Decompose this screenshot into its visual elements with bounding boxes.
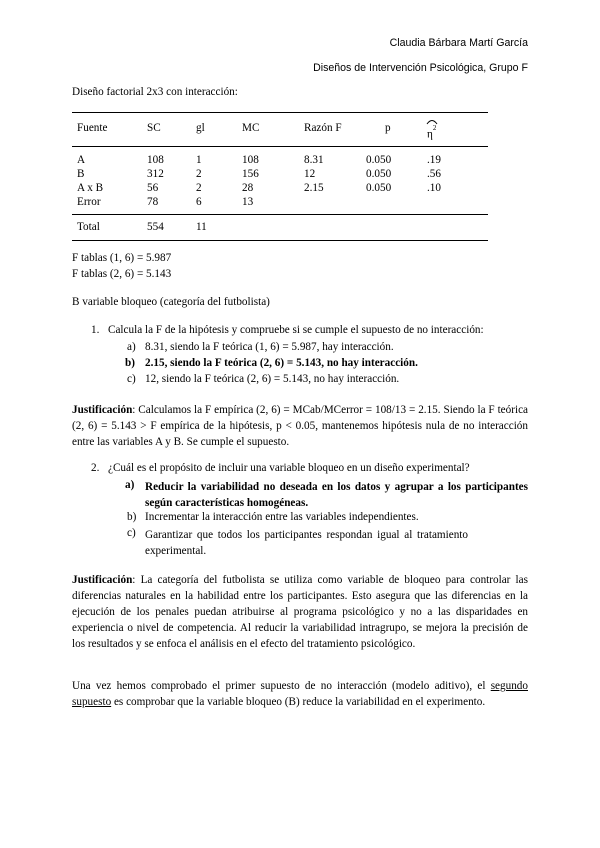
- justification-1: [72, 402, 528, 450]
- cell-sc: 554: [147, 221, 164, 233]
- justification-label: Justificación: [72, 574, 133, 586]
- cell-mc: 156: [242, 168, 259, 180]
- q1-option-c: 12, siendo la F teórica (2, 6) = 5.143, no hay interacción.: [145, 373, 400, 385]
- table-title: Diseño factorial 2x3 con interacción:: [72, 86, 238, 98]
- cell-sc: 78: [147, 196, 159, 208]
- col-fuente: Fuente: [77, 122, 108, 134]
- cell-f: 12: [304, 168, 316, 180]
- justification-label: Justificación: [72, 404, 133, 416]
- cell-gl: 2: [196, 168, 202, 180]
- col-sc: SC: [147, 122, 161, 134]
- cell-eta: .19: [427, 154, 441, 166]
- question-1-text: Calcula la F de la hipótesis y compruebe si se cumple el supuesto de no interacción:: [108, 324, 484, 336]
- cell-eta: .10: [427, 182, 441, 194]
- cell-sc: 312: [147, 168, 164, 180]
- cell-mc: 28: [242, 182, 254, 194]
- cell-eta: .56: [427, 168, 441, 180]
- cell-gl: 6: [196, 196, 202, 208]
- cell-p: 0.050: [366, 154, 392, 166]
- q1-option-b-letter: b): [125, 357, 135, 369]
- cell-fuente: B: [77, 168, 85, 180]
- cell-p: 0.050: [366, 182, 392, 194]
- table-header-rule: [72, 146, 488, 147]
- col-gl: gl: [196, 122, 205, 134]
- question-2-text: ¿Cuál es el propósito de incluir una variable bloqueo en un diseño experimental?: [108, 462, 470, 474]
- justification-text: : Calculamos la F empírica (2, 6) = MCab/MCerror = 108/13 = 2.15. Siendo la F teórica (2, 6) = 5.143 > F empírica de la hipótesis, p < 0.05, mantenemos hipótesis nula de no interacción entre las variables A y B. Se cumple el supuesto.: [72, 404, 528, 448]
- closing-text-after: es comprobar que la variable bloqueo (B) reduce la variabilidad en el experimento.: [111, 696, 486, 708]
- q1-option-b: 2.15, siendo la F teórica (2, 6) = 5.143, no hay interacción.: [145, 357, 418, 369]
- closing-underlined: segundo supuesto: [72, 680, 528, 708]
- closing-paragraph: [72, 678, 528, 710]
- q2-option-b-letter: b): [127, 511, 137, 523]
- q1-option-a: 8.31, siendo la F teórica (1, 6) = 5.987, hay interacción.: [145, 341, 394, 353]
- table-top-rule: [72, 112, 488, 113]
- q1-option-c-letter: c): [127, 373, 136, 385]
- cell-gl: 2: [196, 182, 202, 194]
- col-razon-f: Razón F: [304, 122, 342, 134]
- cell-sc: 56: [147, 182, 159, 194]
- cell-fuente: Total: [77, 221, 100, 233]
- cell-fuente: A: [77, 154, 86, 166]
- col-eta: [427, 124, 437, 141]
- q2-option-c-letter: c): [127, 527, 136, 539]
- ftable-2-6: F tablas (2, 6) = 5.143: [72, 268, 172, 280]
- q1-option-a-letter: a): [127, 341, 136, 353]
- ftable-1-6: F tablas (1, 6) = 5.987: [72, 252, 172, 264]
- cell-f: 2.15: [304, 182, 324, 194]
- cell-mc: 13: [242, 196, 254, 208]
- q2-option-a-letter: a): [125, 479, 135, 491]
- eta-hat-icon: [426, 117, 438, 125]
- q2-option-b: Incrementar la interacción entre las variables independientes.: [145, 511, 419, 523]
- col-mc: MC: [242, 122, 260, 134]
- course-name: Diseños de Intervención Psicológica, Grupo F: [313, 62, 528, 74]
- cell-gl: 11: [196, 221, 207, 233]
- question-1-number: 1.: [91, 324, 100, 336]
- cell-p: 0.050: [366, 168, 392, 180]
- table-bottom-rule: [72, 240, 488, 241]
- eta-exponent: 2: [432, 124, 437, 132]
- block-note: B variable bloqueo (categoría del futbolista): [72, 296, 270, 308]
- col-p: p: [385, 122, 391, 134]
- eta-symbol: η: [427, 128, 433, 141]
- q2-option-c: Garantizar que todos los participantes respondan igual al tratamiento experimental.: [145, 529, 468, 557]
- cell-fuente: Error: [77, 196, 101, 208]
- cell-f: 8.31: [304, 154, 324, 166]
- table-total-rule: [72, 214, 488, 215]
- cell-sc: 108: [147, 154, 164, 166]
- author-name: Claudia Bárbara Martí García: [389, 37, 528, 49]
- cell-mc: 108: [242, 154, 259, 166]
- cell-fuente: A x B: [77, 182, 104, 194]
- cell-gl: 1: [196, 154, 202, 166]
- closing-text-before: Una vez hemos comprobado el primer supuesto de no interacción (modelo aditivo), el: [72, 680, 491, 692]
- justification-text: : La categoría del futbolista se utiliza como variable de bloqueo para controlar las diferencias naturales en la habilidad entre los participantes. Esto asegura que las diferencias en la ejecución de los penales puedan atribuirse al programa psicológico y no a las disparidades en experiencia o nivel de competencia. Al reducir la variabilidad intragrupo, se mejora la precisión de los resultados y se enfoca el análisis en el efecto del tratamiento psicológico.: [72, 574, 528, 650]
- question-2-number: 2.: [91, 462, 100, 474]
- justification-2: [72, 572, 528, 652]
- q2-option-a: Reducir la variabilidad no deseada en los datos y agrupar a los participantes según características homogéneas.: [145, 481, 528, 509]
